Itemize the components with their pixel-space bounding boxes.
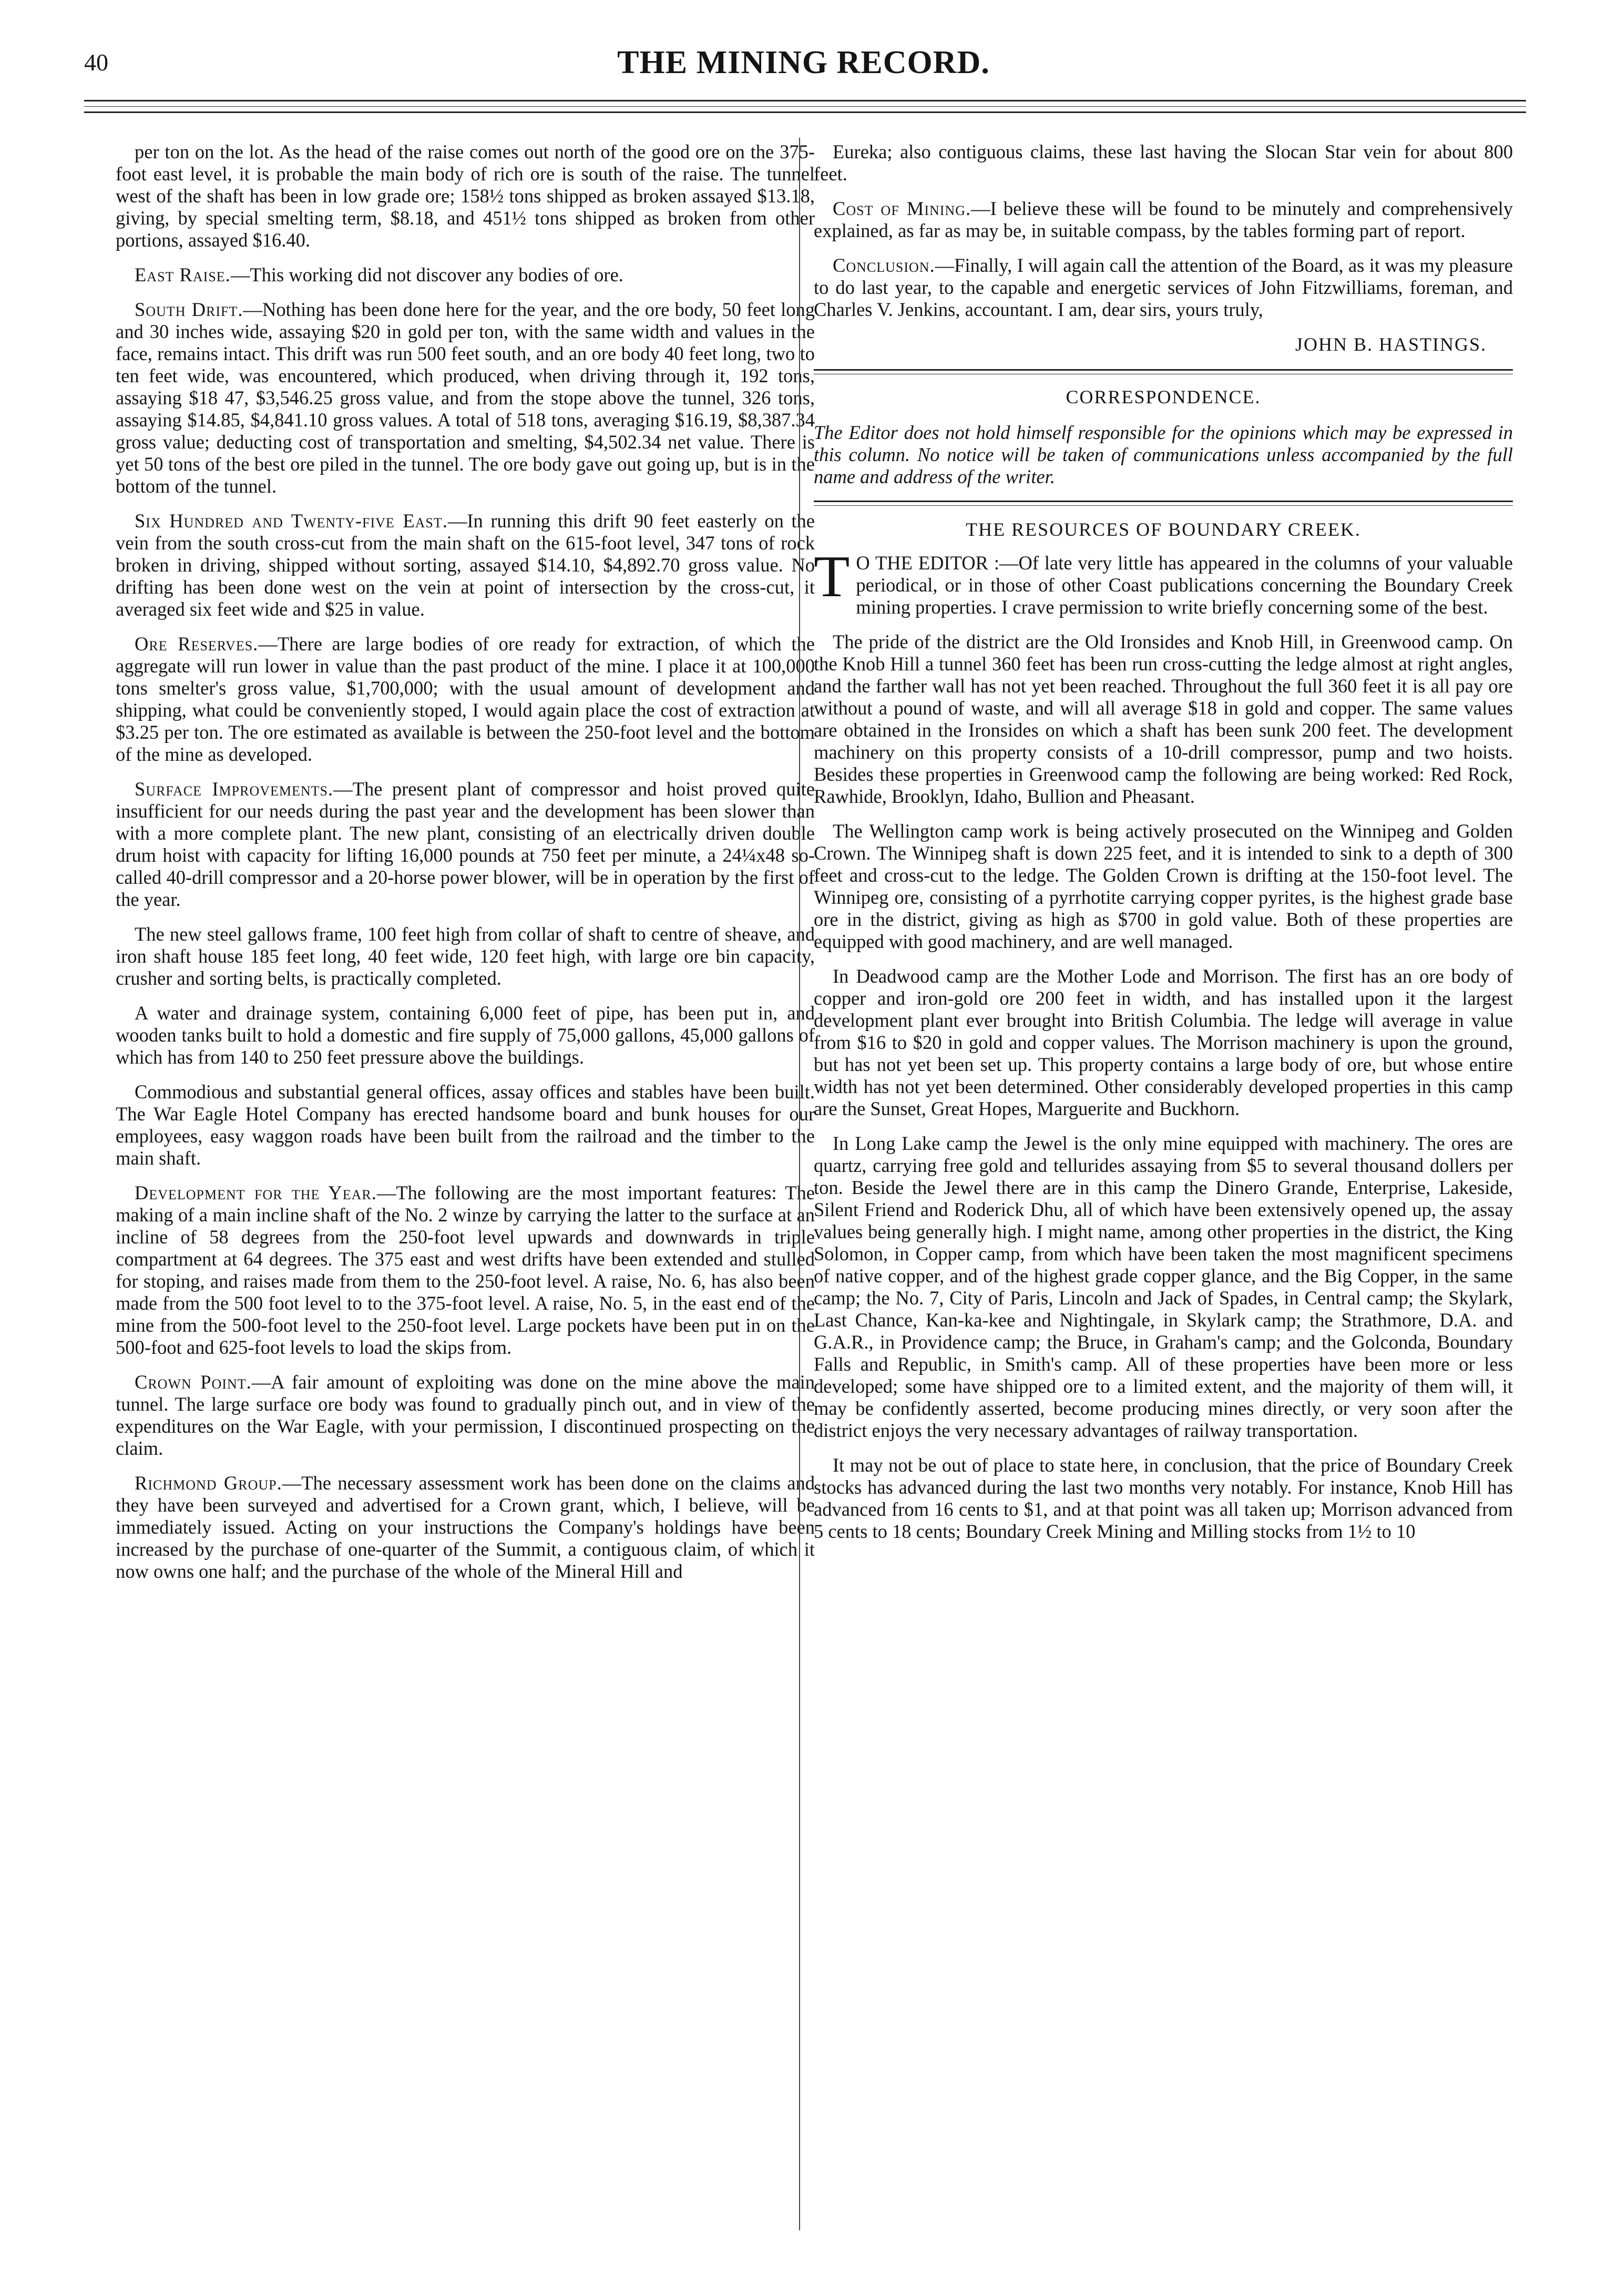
paragraph-heading: Richmond Group. <box>135 1472 282 1494</box>
paragraph-heading: Crown Point. <box>135 1371 252 1393</box>
paragraph <box>116 1472 815 1583</box>
article-paragraph: In Deadwood camp are the Mother Lode and Morrison. The first has an ore body of copper and iron-gold ore 200 feet in width, and has installed upon it the largest development plant ever brought into British Columbia. The ledge will average in value from $16 to $20 in gold and copper values. The Morrison machinery is upon the ground, but has not yet been set up. This property contains a large body of ore, but whose entire width has not yet been determined. Other considerably developed properties in this camp are the Sunset, Great Hopes, Marguerite and Buckhorn. <box>814 965 1513 1119</box>
paragraph-heading: South Drift. <box>135 299 243 320</box>
article-paragraph: It may not be out of place to state here, in conclusion, that the price of Boundary Creek stocks has advanced during the last two months very notably. For instance, Knob Hill has advanced from 16 cents to $1, and at that point was all taken up; Morrison advanced from 5 cents to 18 cents; Boundary Creek Mining and Milling stocks from 1½ to 10 <box>814 1454 1513 1542</box>
section-rule <box>814 501 1513 506</box>
paragraph <box>116 923 815 989</box>
article-paragraph: The pride of the district are the Old Ironsides and Knob Hill, in Greenwood camp. On the Knob Hill a tunnel 360 feet has been run cross-cutting the ledge almost at right angles, and the farther wall has not yet been reached. Throughout the full 360 feet it is all pay ore without a pound of waste, and will all average $18 in gold and copper. The same values are obtained in the Ironsides on which a shaft has been sunk 200 feet. The development machinery on this property consists of a 10-drill compressor, pump and two hoists. Besides these properties in Greenwood camp the following are being worked: Red Rock, Rawhide, Brooklyn, Idaho, Bullion and Pheasant. <box>814 631 1513 807</box>
paragraph <box>116 1081 815 1169</box>
drop-cap: T <box>814 544 850 609</box>
section-heading: CORRESPONDENCE. <box>1066 386 1261 407</box>
paragraph <box>116 1182 815 1359</box>
paragraph-heading: Cost of Mining. <box>833 198 971 219</box>
paragraph-heading: Ore Reserves. <box>135 633 259 655</box>
paragraph <box>116 264 815 286</box>
paragraph-text: —I believe these will be found to be minutely and comprehensively explained, as far as may be, in suitable compass, by the tables forming part of report. <box>814 198 1513 241</box>
section-rule <box>814 369 1513 374</box>
article-first-text: O THE EDITOR :—Of late very little has appeared in the columns of your valuable periodical, or in those of other Coast publications concerning the Boundary Creek mining properties. I crave permission to write briefly concerning some of the best. <box>856 552 1513 618</box>
paragraph-text: The new steel gallows frame, 100 feet high from collar of shaft to centre of sheave, and iron shaft house 185 feet long, 40 feet wide, 120 feet high, with large ore bin capacity, crusher and sorting belts, is practically completed. <box>116 923 815 989</box>
page-title: THE MINING RECORD. <box>617 45 990 80</box>
paragraph <box>116 299 815 497</box>
paragraph <box>116 633 815 766</box>
paragraph <box>814 254 1513 321</box>
paragraph-text: per ton on the lot. As the head of the raise comes out north of the good ore on the 375-foot east level, it is probable the main body of rich ore is south of the raise. The tunnel west of the shaft has been in low grade ore; 158½ tons shipped as broken assayed $13.18, giving, by special smelting term, $8.18, and 451½ tons shipped as broken from other portions, assayed $16.40. <box>116 141 815 251</box>
article-paragraph: In Long Lake camp the Jewel is the only mine equipped with machinery. The ores are quartz, carrying free gold and tellurides assaying from $5 to several thousand dollers per ton. Beside the Jewel there are in this camp the Dinero Grande, Enterprise, Lakeside, Silent Friend and Roderick Dhu, all of which have been extensively opened up, the assay values being generally high. I might name, among other properties in the district, the King Solomon, in Copper camp, from which have been taken the most magnificent specimens of native copper, and of the highest grade copper glance, and the Big Copper, in the same camp; the No. 7, City of Paris, Lincoln and Jack of Spades, in Central camp; the Skylark, Last Chance, Kan-ka-kee and Nightingale, in Skylark camp; the Strathmore, D.A. and G.A.R., in Providence camp; the Bruce, in Graham's camp; and the Golconda, Boundary Falls and Republic, in Smith's camp. All of these properties have been more or less developed; some have shipped ore to a limited extent, and the majority of them will, it may be confidently asserted, become producing mines directly, or very soon after the district enjoys the very necessary advantages of railway transportation. <box>814 1132 1513 1441</box>
report-conclusion <box>814 141 1513 321</box>
article-paragraph <box>814 544 1513 618</box>
right-column <box>814 141 1513 1555</box>
article-title: THE RESOURCES OF BOUNDARY CREEK. <box>966 519 1361 540</box>
signature: JOHN B. HASTINGS. <box>1295 334 1487 355</box>
paragraph-text: —The following are the most important features: The making of a main incline shaft of the No. 2 winze by carrying the latter to the surface at an incline of 58 degrees from the 250-foot level upwards and downwards in triple compartment at 64 degrees. The 375 east and west drifts have been extended and stulled for stoping, and raises made from them to the 250-foot level. A raise, No. 6, has also been made from the 500 foot level to to the 375-foot level. A raise, No. 5, in the east end of the mine from the 500-foot level to the 250-foot level. Large pockets have been put in on the 500-foot and 625-foot levels to load the skips from. <box>116 1182 815 1358</box>
paragraph-text: —In running this drift 90 feet easterly on the vein from the south cross-cut from the main shaft on the 615-foot level, 347 tons of rock broken in driving, shipped without sorting, assayed $14.10, $4,892.70 gross value. No drifting has been done west on the vein at point of intersection by the cross-cut, it averaged six feet wide and $25 in value. <box>116 510 815 620</box>
page-number: 40 <box>84 49 108 76</box>
header-rule <box>84 111 1526 113</box>
column-divider <box>799 138 800 2230</box>
editor-note: The Editor does not hold himself responsible for the opinions which may be expressed in this column. No notice will be taken of communications unless accompanied by the full name and address of the writer. <box>814 422 1513 487</box>
header-rule <box>84 100 1526 101</box>
left-column <box>116 141 815 1595</box>
paragraph-text: Eureka; also contiguous claims, these last having the Slocan Star vein for about 800 feet. <box>814 141 1513 185</box>
paragraph-text: —The necessary assessment work has been done on the claims and they have been surveyed and advertised for a Crown grant, which, I believe, will be immediately issued. Acting on your instructions the Company's holdings have been increased by the purchase of one-quarter of the Summit, a contiguous claim, of which it now owns one half; and the purchase of the whole of the Mineral Hill and <box>116 1472 815 1582</box>
paragraph-text: —This working did not discover any bodies of ore. <box>230 264 623 285</box>
paragraph-heading: Six Hundred and Twenty-five East. <box>135 510 448 532</box>
paragraph <box>814 198 1513 242</box>
paragraph-text: A water and drainage system, containing 6,000 feet of pipe, has been put in, and wooden tanks built to hold a domestic and fire supply of 75,000 gallons, 45,000 gallons of which has from 140 to 250 feet pressure above the buildings. <box>116 1002 815 1068</box>
paragraph-heading: Development for the Year. <box>135 1182 377 1203</box>
paragraph-text: —Finally, I will again call the attention of the Board, as it was my pleasure to do last year, to the capable and energetic services of John Fitzwilliams, foreman, and Charles V. Jenkins, accountant. I am, dear sirs, yours truly, <box>814 254 1513 320</box>
paragraph <box>116 1002 815 1068</box>
article-paragraph: The Wellington camp work is being actively prosecuted on the Winnipeg and Golden Crown. The Winnipeg shaft is down 225 feet, and it is intended to sink to a depth of 300 feet and cross-cut to the ledge. The Golden Crown is drifting at the 150-foot level. The Winnipeg ore, consisting of a pyrrhotite carrying copper pyrites, is the highest grade base ore in the district, giving as high as $700 in gold value. Both of these properties are equipped with good machinery, and are well managed. <box>814 820 1513 952</box>
paragraph-text: —There are large bodies of ore ready for extraction, of which the aggregate will run lower in value than the past product of the mine. I place it at 100,000 tons smelter's gross value, $1,700,000; with the usual amount of development and shipping, what could be conveniently stoped, I would again place the cost of extraction at $3.25 per ton. The ore estimated as available is between the 250-foot level and the bottom of the mine as developed. <box>116 633 815 765</box>
paragraph <box>116 141 815 251</box>
paragraph-heading: East Raise. <box>135 264 231 285</box>
paragraph-heading: Conclusion. <box>833 254 935 276</box>
paragraph <box>116 778 815 911</box>
paragraph <box>116 1371 815 1460</box>
header-rule <box>84 106 1526 107</box>
article-body <box>814 631 1513 1543</box>
paragraph-text: —Nothing has been done here for the year, and the ore body, 50 feet long and 30 inches wide, assaying $20 in gold per ton, with the same width and values in the face, remains intact. This drift was run 500 feet south, and an ore body 40 feet long, two to ten feet wide, was encountered, which produced, when driving through it, 192 tons, assaying $18 47, $3,546.25 gross value, and from the stope above the tunnel, 326 tons, assaying $14.85, $4,841.10 gross values. A total of 518 tons, averaging $16.19, $8,387.34 gross value; deducting cost of transportation and smelting, $4,502.34 net value. There is yet 50 tons of the best ore piled in the tunnel. The ore body gave out going up, but is in the bottom of the tunnel. <box>116 299 815 497</box>
paragraph-text: Commodious and substantial general offices, assay offices and stables have been built. The War Eagle Hotel Company has erected handsome board and bunk houses for our employees, easy waggon roads have been built from the railroad and the timber to the main shaft. <box>116 1081 815 1169</box>
paragraph <box>814 141 1513 185</box>
paragraph <box>116 510 815 620</box>
paragraph-text: —A fair amount of exploiting was done on the mine above the main tunnel. The large surface ore body was found to gradually pinch out, and in view of the expenditures on the War Eagle, with your permission, I discontinued prospecting on the claim. <box>116 1371 815 1459</box>
paragraph-heading: Surface Improvements. <box>135 778 334 800</box>
paragraph-text: —The present plant of compressor and hoist proved quite insufficient for our needs during the past year and the development has been slower than with a more complete plant. The new plant, consisting of an electrically driven double drum hoist with capacity for lifting 16,000 pounds at 750 feet per minute, a 24¼x48 so-called 40-drill compressor and a 20-horse power blower, will be in operation by the first of the year. <box>116 778 815 910</box>
